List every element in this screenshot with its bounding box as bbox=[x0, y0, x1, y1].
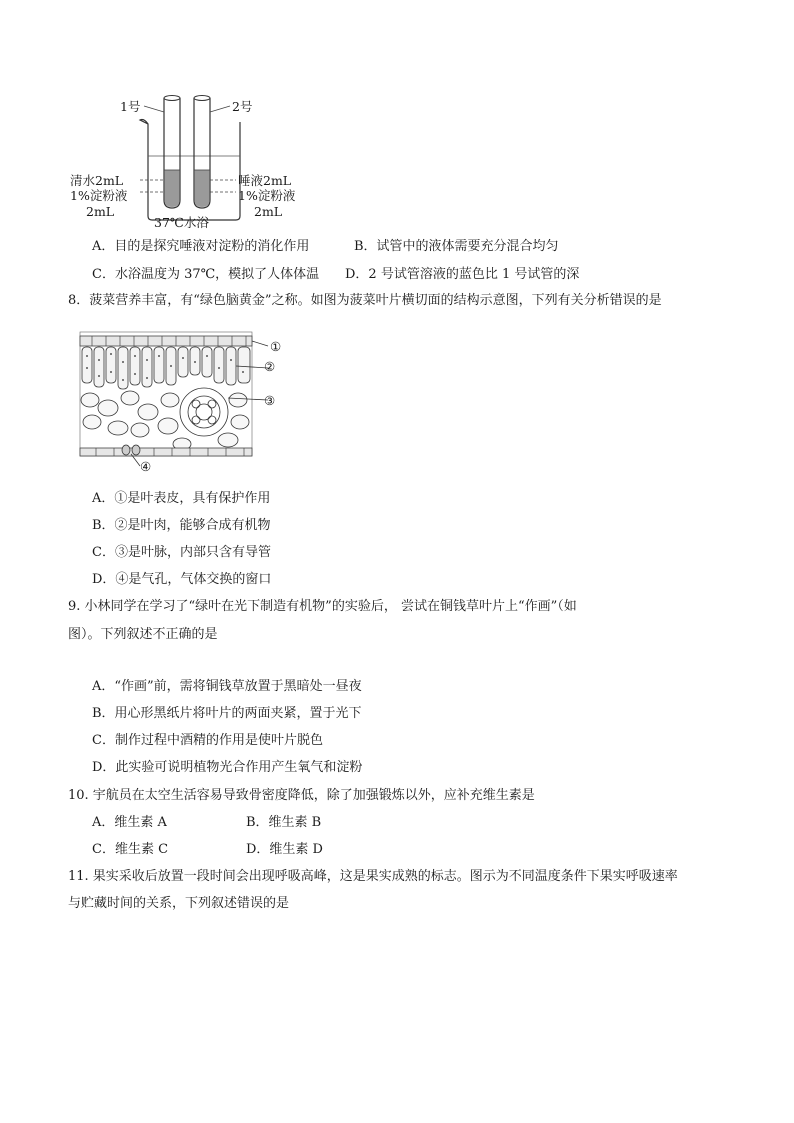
tube2-label: 2号 bbox=[232, 99, 253, 114]
q8-stem: 8．菠菜营养丰富，有“绿色脑黄金”之称。如图为菠菜叶片横切面的结构示意图，下列有关分析错误的是 bbox=[68, 293, 662, 308]
q11-stem-line2: 与贮藏时间的关系，下列叙述错误的是 bbox=[68, 896, 290, 911]
q9-stem-line2: 图）。下列叙述不正确的是 bbox=[68, 627, 218, 642]
leaf-label-3: ③ bbox=[264, 393, 276, 408]
q8-option-b: B．②是叶肉，能够合成有机物 bbox=[92, 518, 271, 533]
q9-option-b: B．用心形黑纸片将叶片的两面夹紧，置于光下 bbox=[92, 706, 362, 721]
leaf-label-4: ④ bbox=[140, 459, 152, 474]
q8-option-a: A．①是叶表皮，具有保护作用 bbox=[92, 491, 271, 506]
left-label-3: 2mL bbox=[86, 204, 115, 219]
q9-option-a: A．“作画”前，需将铜钱草放置于黑暗处一昼夜 bbox=[92, 679, 362, 694]
left-label-2: 1%淀粉液 bbox=[70, 188, 128, 203]
q10-option-b: B．维生素 B bbox=[246, 815, 322, 830]
leaf-label-2: ② bbox=[264, 359, 276, 374]
q7-option-b: B．试管中的液体需要充分混合均匀 bbox=[354, 239, 559, 254]
tube1-label: 1号 bbox=[120, 99, 141, 114]
q7-figure bbox=[60, 88, 320, 238]
q10-option-c: C．维生素 C bbox=[92, 842, 169, 857]
q11-stem-line1: 11. 果实采收后放置一段时间会出现呼吸高峰，这是果实成熟的标志。图示为不同温度条件下果实呼吸速率 bbox=[68, 869, 678, 884]
q7-option-c: C．水浴温度为 37℃，模拟了人体体温 bbox=[92, 267, 320, 282]
q7-option-a: A．目的是探究唾液对淀粉的消化作用 bbox=[92, 239, 310, 254]
leaf-label-1: ① bbox=[270, 339, 282, 354]
left-label-1: 清水2mL bbox=[70, 173, 124, 188]
water-bath-label: 37℃水浴 bbox=[154, 215, 209, 230]
right-label-3: 2mL bbox=[254, 204, 283, 219]
right-label-1: 唾液2mL bbox=[238, 173, 292, 188]
q7-option-d: D．2 号试管溶液的蓝色比 1 号试管的深 bbox=[345, 267, 580, 282]
right-label-2: 1%淀粉液 bbox=[238, 188, 296, 203]
q9-stem-line1: 9. 小林同学在学习了“绿叶在光下制造有机物”的实验后， 尝试在铜钱草叶片上“作画”（如 bbox=[68, 599, 577, 614]
q10-stem: 10. 宇航员在太空生活容易导致骨密度降低，除了加强锻炼以外，应补充维生素是 bbox=[68, 788, 535, 803]
q8-figure bbox=[78, 326, 298, 476]
q10-option-a: A．维生素 A bbox=[92, 815, 167, 830]
q8-option-d: D．④是气孔，气体交换的窗口 bbox=[92, 572, 272, 587]
q8-option-c: C．③是叶脉，内部只含有导管 bbox=[92, 545, 271, 560]
q9-option-d: D．此实验可说明植物光合作用产生氧气和淀粉 bbox=[92, 760, 363, 775]
q10-option-d: D．维生素 D bbox=[246, 842, 323, 857]
q9-option-c: C．制作过程中酒精的作用是使叶片脱色 bbox=[92, 733, 323, 748]
